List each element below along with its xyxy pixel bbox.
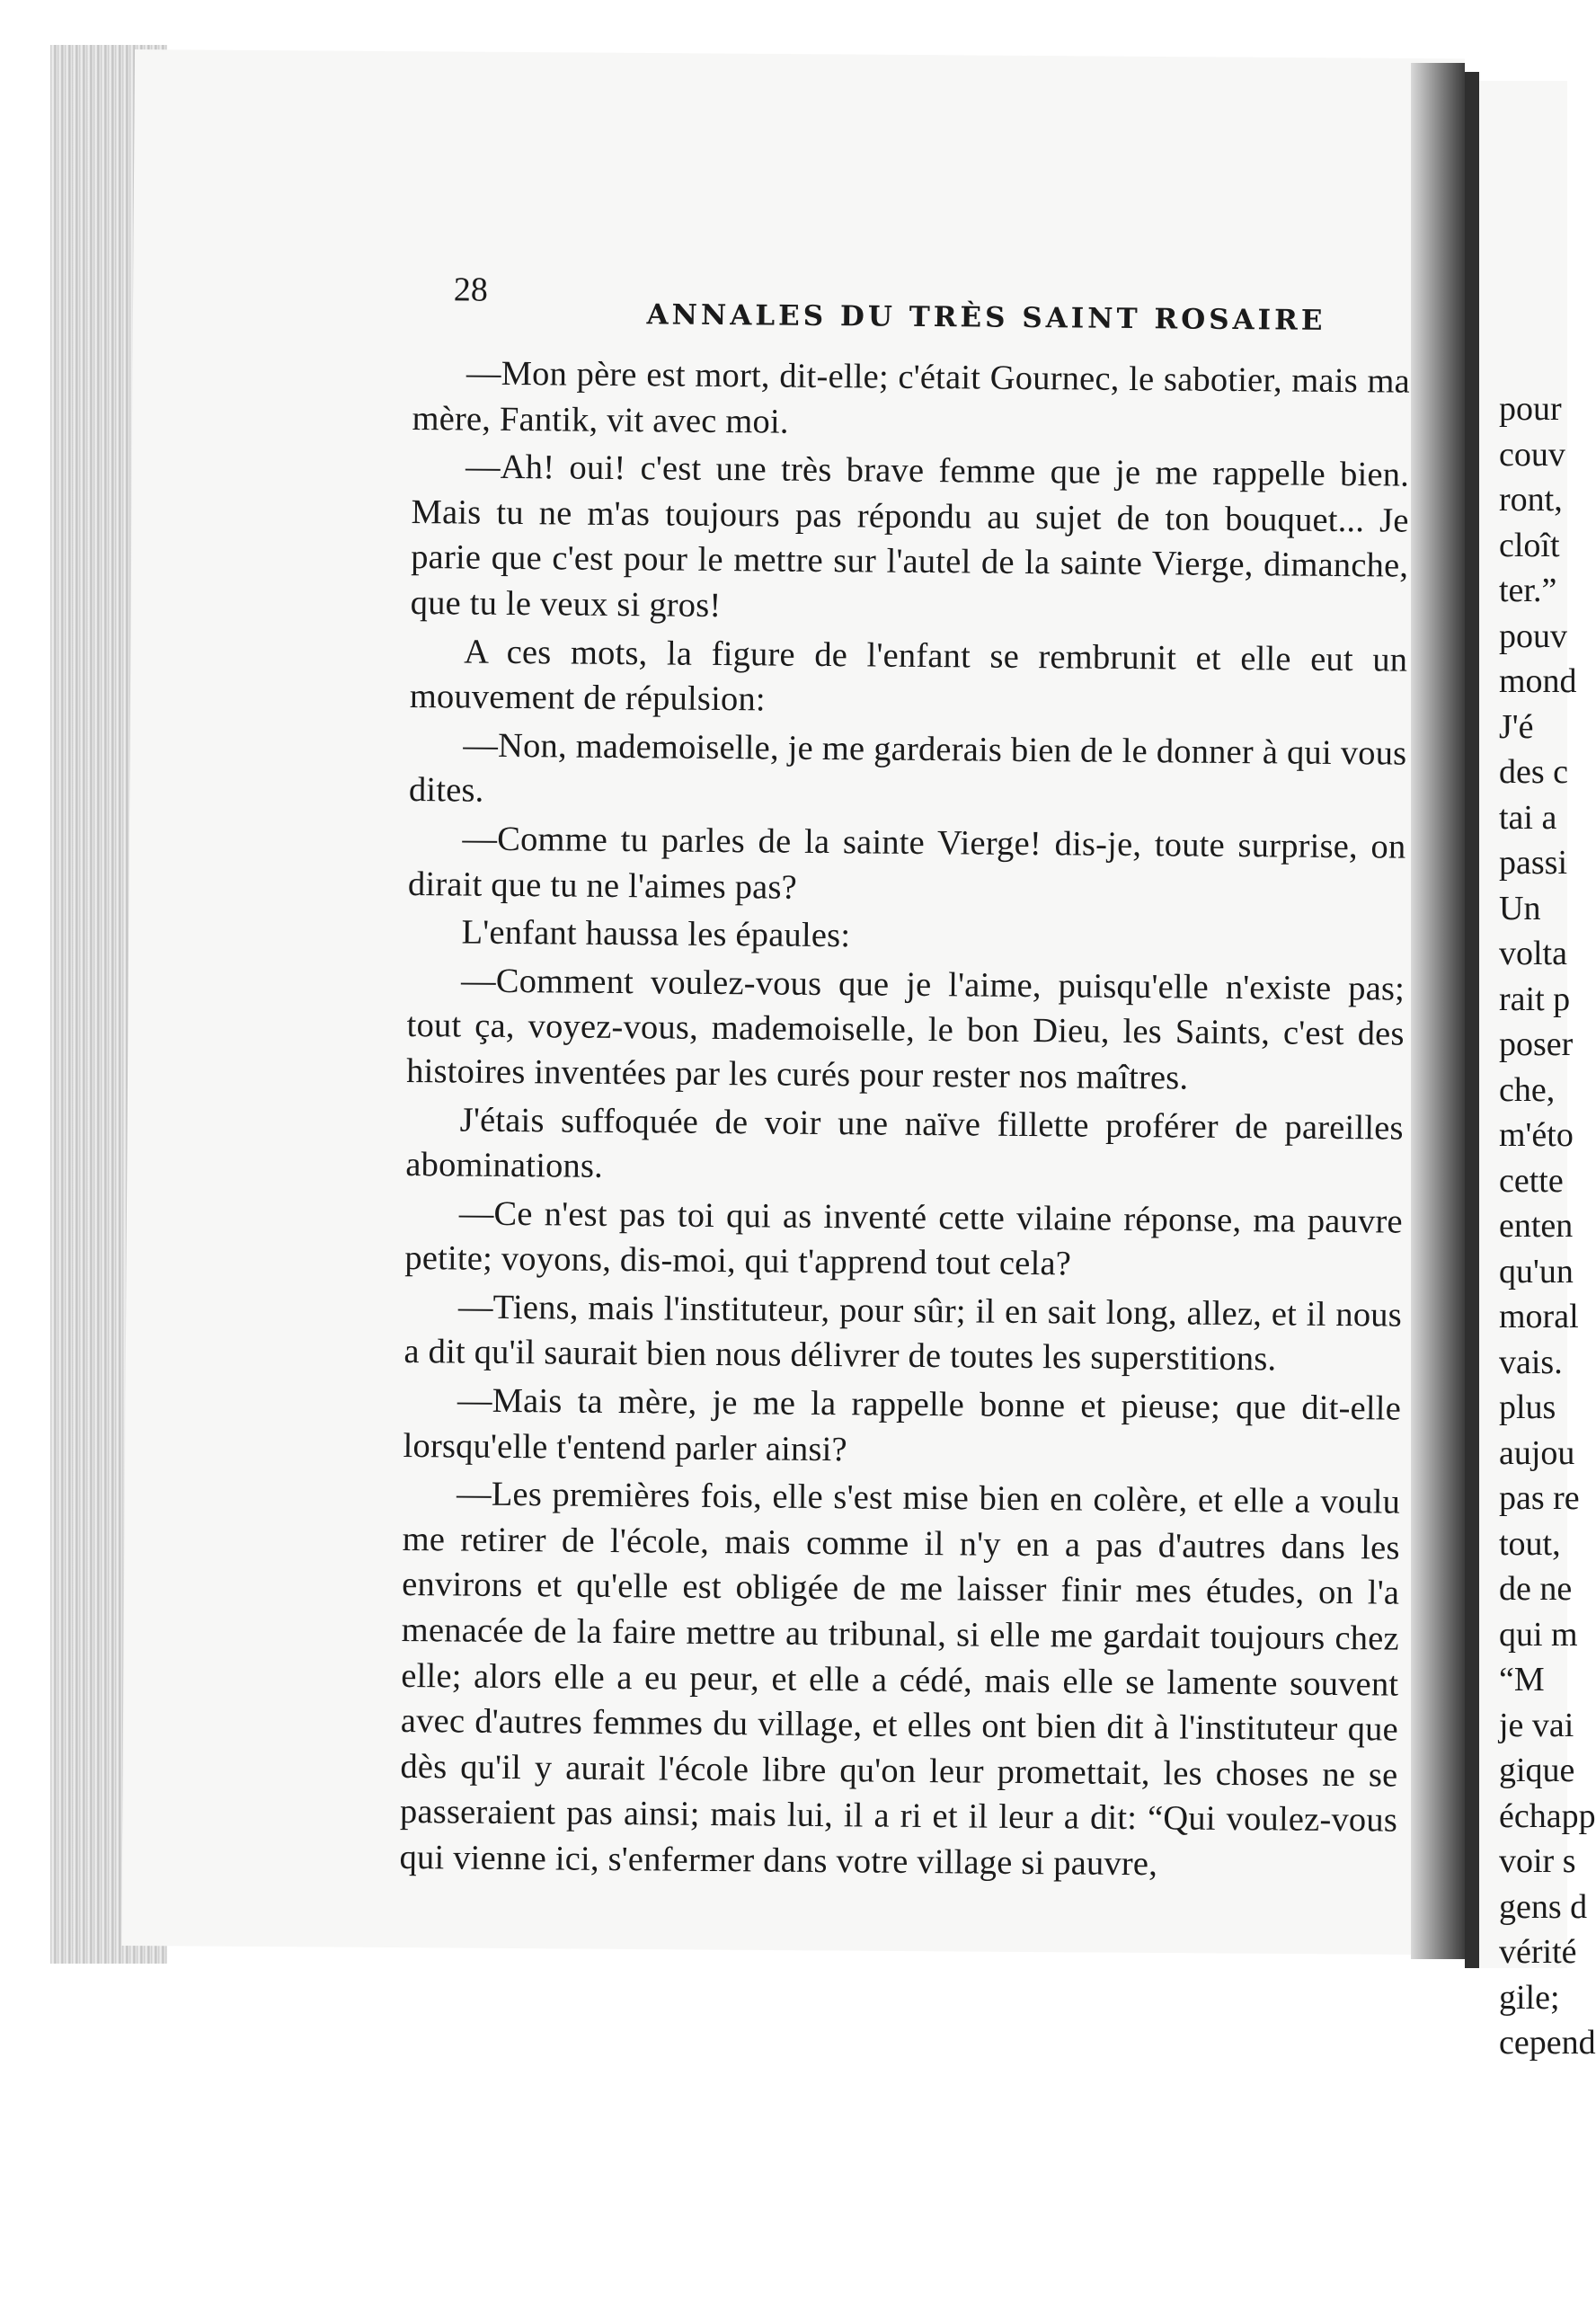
right-page-line-fragment: J'é [1499,707,1534,746]
right-page-line-fragment: gile; [1499,1978,1560,2017]
right-page-line-fragment: poser [1499,1025,1574,1063]
paragraph: A ces mots, la figure de l'enfant se rembrunit et elle eut un mouvement de répulsion: [409,633,1408,719]
right-page-line-fragment: couv [1499,435,1565,474]
right-page-line-fragment: aujou [1499,1433,1575,1472]
right-page-line-fragment: cepend [1499,2024,1596,2062]
right-page-line-fragment: vérité [1499,1933,1577,1971]
gutter-shadow [1411,63,1465,1959]
right-page-line-fragment: tai a [1499,798,1557,837]
right-page-line-fragment: volta [1499,935,1567,972]
right-page-text [1499,386,1596,2066]
body-text [399,350,1410,1889]
right-page-line-fragment: qu'un [1499,1252,1574,1291]
right-page-line-fragment: ter.” [1499,572,1557,609]
right-page-line-fragment: passi [1499,844,1567,882]
right-page-line-fragment: qui m [1499,1615,1578,1654]
right-page-line-fragment: moral [1499,1298,1579,1335]
paragraph: —Mon père est mort, dit-elle; c'était Gournec, le sabotier, mais ma mère, Fantik, vit avec moi. [412,354,1411,441]
right-page-line-fragment: rait p [1499,980,1571,1018]
right-page-line-fragment: pas re [1499,1479,1580,1517]
right-page-line-fragment: échapp [1499,1796,1596,1835]
paragraph: L'enfant haussa les épaules: [461,913,851,955]
right-page-line-fragment: Un [1499,889,1541,927]
paragraph: —Ce n'est pas toi qui as inventé cette vilaine réponse, ma pauvre petite; voyons, dis-moi, qui t'apprend tout cela? [404,1194,1403,1283]
right-page-line-fragment: “M [1499,1661,1545,1699]
paragraph: —Ah! oui! c'est une très brave femme que je me rappelle bien. Mais tu ne m'as toujours pas répondu au sujet de ton bouquet... Je parie que c'est pour le mettre sur l'autel de la sainte Vierge, dimanche, que tu le veux si gros! [410,448,1410,625]
paragraph: —Non, mademoiselle, je me garderais bien de le donner à qui vous dites. [408,726,1407,811]
right-page-line-fragment: mond [1499,662,1577,700]
right-page-line-fragment: ront, [1499,481,1563,519]
paragraph: —Comme tu parles de la sainte Vierge! dis-je, toute surprise, on dirait que tu ne l'aimes pas? [407,820,1406,907]
paragraph: —Comment voulez-vous que je l'aime, puisqu'elle n'existe pas; tout ça, voyez-vous, mademoiselle, le bon Dieu, les Saints, c'est des histoires inventées par les curés pour rester nos maîtres. [406,962,1405,1097]
text-block [399,270,1411,1889]
page-number: 28 [453,271,488,309]
paragraph: —Les premières fois, elle s'est mise bien en colère, et elle a voulu me retirer de l'école, mais comme il n'y en a pas d'autres dans les environs et qu'elle est obligée de me laisser finir mes études, on l'a menacée de la faire mettre au tribunal, si elle me gardait toujours chez elle; alors elle a eu peur, et elle a cédé, mais elle se lamente souvent avec d'autres femmes du village, et elles ont bien dit à l'instituteur que dès qu'il y aurait l'école libre qu'on leur promettait, les choses ne se passeraient pas ainsi; mais lui, il a ri et il leur a dit: “Qui voulez-vous qui vienne ici, s'enfermer dans votre village si pauvre, [399,1475,1401,1884]
right-page-line-fragment: je vai [1499,1706,1574,1744]
right-page-line-fragment: de ne [1499,1570,1573,1608]
paragraph: J'étais suffoquée de voir une naïve fillette proférer de pareilles abominations. [405,1100,1404,1185]
binding-edge [1465,72,1479,1968]
paragraph: —Tiens, mais l'instituteur, pour sûr; il en sait long, allez, et il nous a dit qu'il saurait bien nous délivrer de toutes les superstitions. [403,1288,1403,1379]
paragraph: —Mais ta mère, je me la rappelle bonne et pieuse; que dit-elle lorsqu'elle t'entend parler ainsi? [403,1381,1402,1468]
running-title: ANNALES DU TRÈS SAINT ROSAIRE [646,298,1326,337]
right-page-line-fragment: m'éto [1499,1116,1574,1154]
right-page-line-fragment: cette [1499,1161,1564,1200]
right-page-line-fragment: des c [1499,753,1569,791]
right-page-line-fragment: plus [1499,1388,1556,1426]
right-page-line-fragment: vais. [1499,1343,1563,1381]
right-page-line-fragment: cloît [1499,526,1560,564]
right-page-line-fragment: gique [1499,1752,1575,1789]
right-page-line-fragment: gens d [1499,1887,1588,1926]
right-page-line-fragment: tout, [1499,1524,1561,1563]
right-page-line-fragment: voir s [1499,1842,1576,1880]
right-page-line-fragment: enten [1499,1207,1574,1245]
right-page-line-fragment: pouv [1499,616,1567,655]
right-page-line-fragment: pour [1499,390,1562,428]
running-head [412,270,1411,359]
right-page-line-fragment: che, [1499,1070,1556,1109]
